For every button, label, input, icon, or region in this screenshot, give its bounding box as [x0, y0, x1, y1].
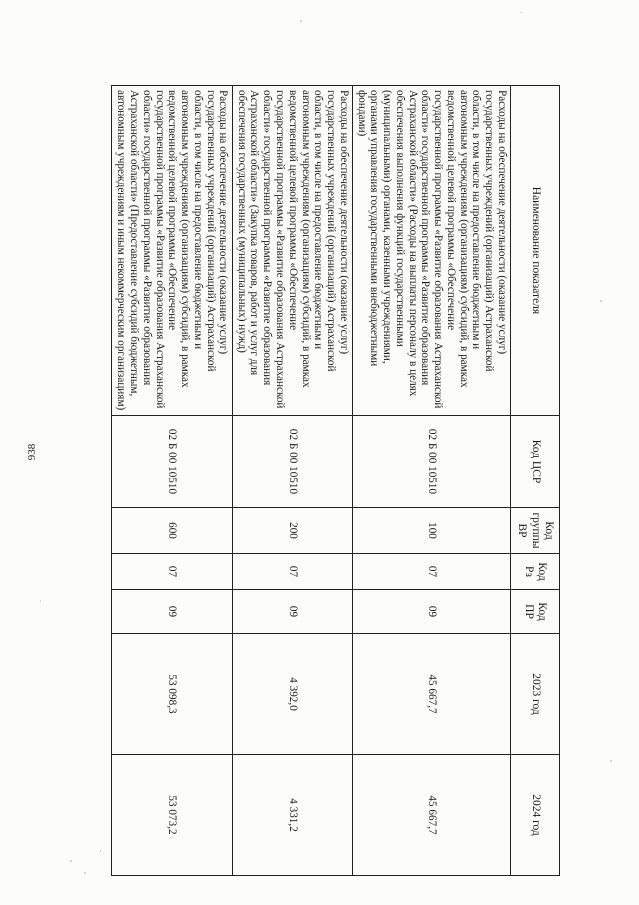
- row-2023: 45 667,7: [352, 634, 510, 755]
- row-name: Расходы на обеспечение деятельности (оказание услуг) государственных учреждений (организаций) Астраханской области, в том числе на предоставление бюджетным и автономным учреждениям (организациям) субсидий, в рамках ведомственной целевой программы «Обеспечение государственной программы «Развитие образования Астраханской области» государственной программы «Развитие образования Астраханской области» (Расходы на выплаты персоналу в целях обеспечения выполнения функций государственными (муниципальными) органами, казенными учреждениями, органами управления государственными внебюджетными фондами): [352, 86, 510, 416]
- budget-table: [111, 85, 560, 876]
- row-rz: 07: [111, 554, 232, 590]
- row-pr: 09: [232, 590, 352, 634]
- row-vr: 100: [352, 508, 510, 554]
- row-vr: 600: [111, 508, 232, 554]
- row-pr: 09: [111, 590, 232, 634]
- row-name: Расходы на обеспечение деятельности (оказание услуг) государственных учреждений (организаций) Астраханской области, в том числе на предоставление бюджетным и автономным учреждениям (организациям) субсидий, в рамках ведомственной целевой программы «Обеспечение государственной программы «Развитие образования Астраханской области» государственной программы «Развитие образования Астраханской области» (Предоставление субсидий бюджетным, автономным учреждениям и иным некоммерческим организациям): [111, 86, 232, 416]
- scan-speck: [84, 872, 86, 874]
- row-2024: 53 073,2: [111, 755, 232, 876]
- scan-speck: [600, 300, 602, 302]
- header-pr: Код ПР: [511, 590, 560, 634]
- header-rz: Код Рз: [511, 554, 560, 590]
- table-row: [111, 86, 232, 876]
- table-header: [511, 86, 560, 876]
- scan-speck: [300, 20, 302, 22]
- scan-speck: [610, 760, 612, 762]
- row-csr: 02 Б 00 10510: [352, 416, 510, 508]
- page-number: 938: [26, 443, 38, 461]
- header-vr: Код группы ВР: [511, 508, 560, 554]
- scan-speck: [520, 12, 522, 13]
- row-csr: 02 Б 00 10510: [232, 416, 352, 508]
- row-name: Расходы на обеспечение деятельности (оказание услуг) государственных учреждений (организаций) Астраханской области, в том числе на предоставление бюджетным и автономным учреждениям (организациям) субсидий, в рамках ведомственной целевой программы «Обеспечение государственной программы «Развитие образования Астраханской области» государственной программы «Развитие образования Астраханской области» (Закупка товаров, работ и услуг для обеспечения государственных (муниципальных) нужд): [232, 86, 352, 416]
- row-rz: 07: [232, 554, 352, 590]
- table-row: [232, 86, 352, 876]
- row-2023: 53 098,3: [111, 634, 232, 755]
- table-body: [111, 86, 510, 876]
- row-2023: 4 392,0: [232, 634, 352, 755]
- row-pr: 09: [352, 590, 510, 634]
- row-rz: 07: [352, 554, 510, 590]
- header-csr: Код ЦСР: [511, 416, 560, 508]
- rotated-table-sheet: [115, 85, 560, 875]
- header-2023: 2023 год: [511, 634, 560, 755]
- header-2024: 2024 год: [511, 755, 560, 876]
- row-csr: 02 Б 00 10510: [111, 416, 232, 508]
- row-2024: 4 331,2: [232, 755, 352, 876]
- header-row: [511, 86, 560, 876]
- scan-speck: [70, 860, 72, 862]
- scan-speck: [40, 600, 41, 602]
- header-name: Наименование показателя: [511, 86, 560, 416]
- row-vr: 200: [232, 508, 352, 554]
- row-2024: 45 667,7: [352, 755, 510, 876]
- scan-speck: [100, 850, 101, 852]
- table-row: [352, 86, 510, 876]
